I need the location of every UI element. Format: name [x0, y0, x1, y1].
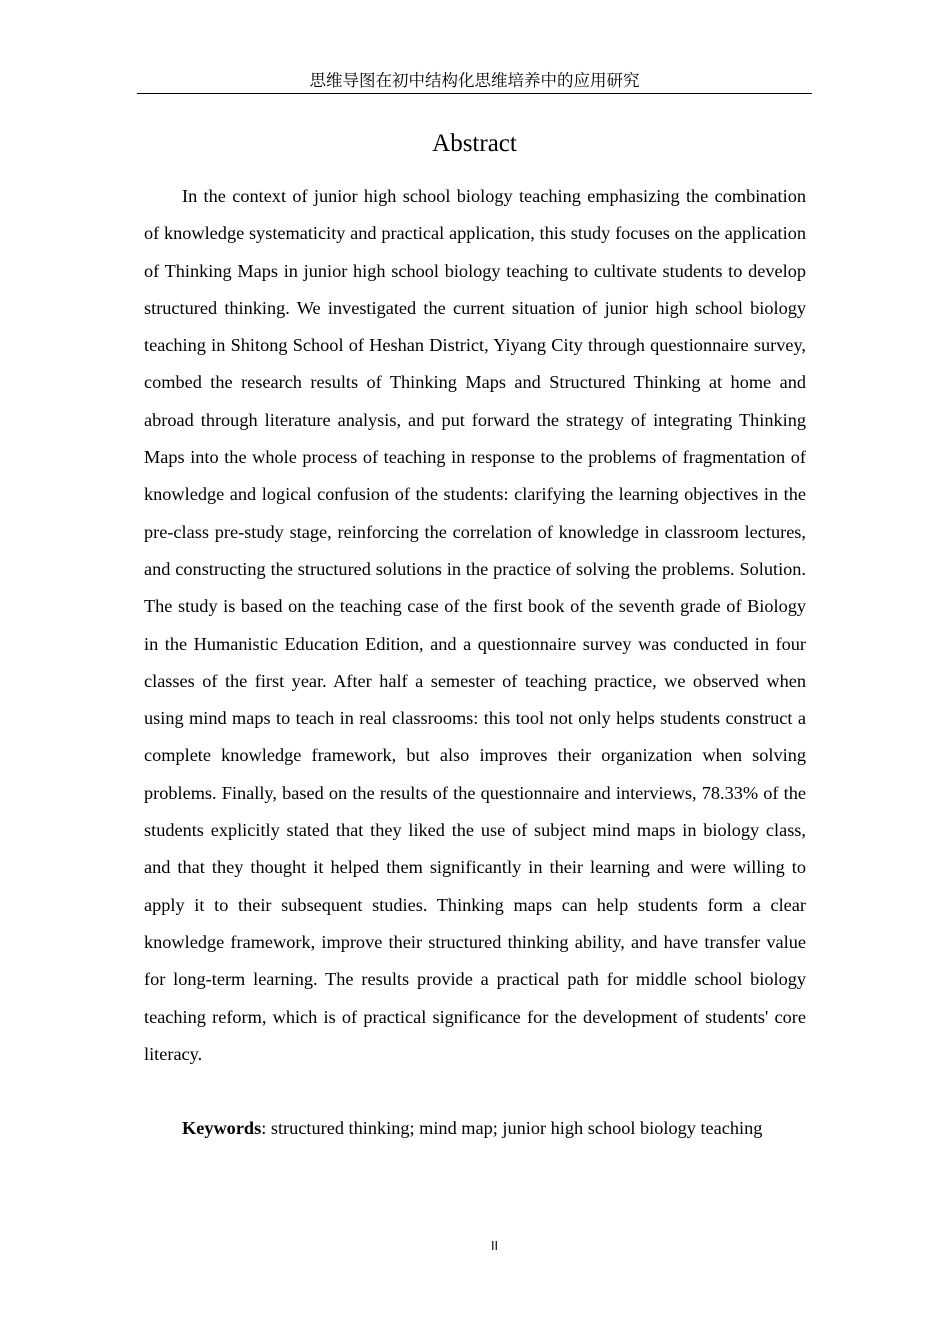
keywords-line: [144, 1110, 806, 1147]
keywords-label: Keywords: [182, 1118, 262, 1138]
page-number: II: [490, 1239, 499, 1253]
abstract-title: Abstract: [432, 130, 517, 157]
abstract-body: In the context of junior high school biology teaching emphasizing the combination of knowledge systematicity and practical application, this study focuses on the application of Thinking Maps in junior high school biology teaching to cultivate students to develop structured thinking. We investigated the current situation of junior high school biology teaching in Shitong School of Heshan District, Yiyang City through questionnaire survey, combed the research results of Thinking Maps and Structured Thinking at home and abroad through literature analysis, and put forward the strategy of integrating Thinking Maps into the whole process of teaching in response to the problems of fragmentation of knowledge and logical confusion of the students: clarifying the learning objectives in the pre-class pre-study stage, reinforcing the correlation of knowledge in classroom lectures, and constructing the structured solutions in the practice of solving the problems. Solution. The study is based on the teaching case of the first book of the seventh grade of Biology in the Humanistic Education Edition, and a questionnaire survey was conducted in four classes of the first year. After half a semester of teaching practice, we observed when using mind maps to teach in real classrooms: this tool not only helps students construct a complete knowledge framework, but also improves their organization when solving problems. Finally, based on the results of the questionnaire and interviews, 78.33% of the students explicitly stated that they liked the use of subject mind maps in biology class, and that they thought it helped them significantly in their learning and were willing to apply it to their subsequent studies. Thinking maps can help students form a clear knowledge framework, improve their structured thinking ability, and have transfer value for long-term learning. The results provide a practical path for middle school biology teaching reform, which is of practical significance for the development of students' core literacy.: [144, 186, 806, 1064]
keywords-text: : structured thinking; mind map; junior high school biology teaching: [261, 1118, 763, 1138]
running-header: 思维导图在初中结构化思维培养中的应用研究: [137, 70, 812, 94]
